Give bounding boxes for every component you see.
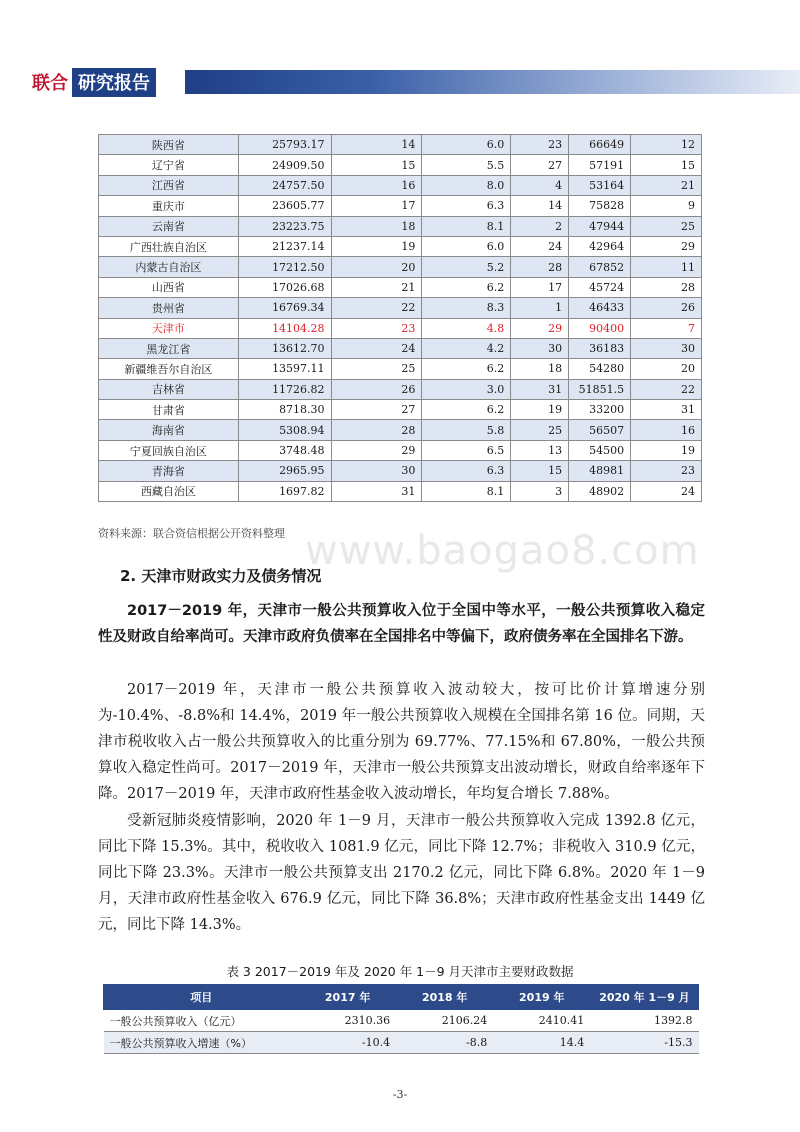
table-cell: 一般公共预算收入增速（%） — [104, 1032, 300, 1054]
table-cell: 17212.50 — [238, 257, 331, 277]
table-cell: 6.3 — [422, 461, 511, 481]
brand-logo — [32, 68, 156, 96]
table-cell: 25 — [631, 216, 702, 236]
table-cell: 45724 — [569, 277, 631, 297]
region-name-cell: 江西省 — [99, 175, 239, 195]
table-cell: 24757.50 — [238, 175, 331, 195]
table-cell: 26 — [331, 379, 422, 399]
table-cell: 67852 — [569, 257, 631, 277]
table-row — [99, 400, 702, 420]
table3-header-cell: 2017 年 — [299, 985, 396, 1010]
table-cell: 57191 — [569, 155, 631, 175]
table-cell: 31 — [331, 481, 422, 501]
table3-header-row — [104, 985, 699, 1010]
table-cell: 15 — [331, 155, 422, 175]
table-cell: 27 — [511, 155, 569, 175]
table-cell: 5308.94 — [238, 420, 331, 440]
table-cell: 16 — [331, 175, 422, 195]
table-cell: 6.0 — [422, 236, 511, 256]
table-cell: 30 — [631, 338, 702, 358]
table-cell: 13 — [511, 440, 569, 460]
table-cell: 3.0 — [422, 379, 511, 399]
source-note: 资料来源：联合资信根据公开资料整理 — [98, 527, 285, 540]
table-cell: 18 — [511, 359, 569, 379]
table-row — [99, 461, 702, 481]
table3-header-cell: 2020 年 1－9 月 — [590, 985, 698, 1010]
region-name-cell: 甘肃省 — [99, 400, 239, 420]
region-name-cell: 海南省 — [99, 420, 239, 440]
region-name-cell: 云南省 — [99, 216, 239, 236]
region-name-cell: 黑龙江省 — [99, 338, 239, 358]
table-cell: 19 — [511, 400, 569, 420]
table-cell: 13597.11 — [238, 359, 331, 379]
table-cell: 25 — [331, 359, 422, 379]
table-cell: 3748.48 — [238, 440, 331, 460]
table-cell: 2 — [511, 216, 569, 236]
region-name-cell: 西藏自治区 — [99, 481, 239, 501]
table-row — [99, 481, 702, 501]
table-cell: 24 — [631, 481, 702, 501]
table-cell: 2410.41 — [493, 1010, 590, 1032]
table-cell: 33200 — [569, 400, 631, 420]
table-cell: 31 — [631, 400, 702, 420]
report-header — [0, 68, 800, 96]
table-cell: 23605.77 — [238, 196, 331, 216]
table-cell: 51851.5 — [569, 379, 631, 399]
table-cell: 23 — [511, 135, 569, 155]
region-name-cell: 天津市 — [99, 318, 239, 338]
table-row — [99, 338, 702, 358]
table-cell: 54500 — [569, 440, 631, 460]
table-cell: 14 — [331, 135, 422, 155]
table-cell: 4 — [511, 175, 569, 195]
region-name-cell: 辽宁省 — [99, 155, 239, 175]
table-row — [99, 318, 702, 338]
table-cell: 2106.24 — [396, 1010, 493, 1032]
summary-paragraph: 2017－2019 年，天津市一般公共预算收入位于全国中等水平，一般公共预算收入稳定性及财政自给率尚可。天津市政府负债率在全国排名中等偏下，政府债务率在全国排名下游。 — [98, 603, 705, 645]
table-cell: -8.8 — [396, 1032, 493, 1054]
table-cell: 36183 — [569, 338, 631, 358]
table-cell: 24909.50 — [238, 155, 331, 175]
region-name-cell: 宁夏回族自治区 — [99, 440, 239, 460]
table-row — [99, 175, 702, 195]
table-row — [104, 1010, 699, 1032]
table-cell: 56507 — [569, 420, 631, 440]
table-cell: 5.5 — [422, 155, 511, 175]
table-cell: 1392.8 — [590, 1010, 698, 1032]
table-row — [99, 216, 702, 236]
table-cell: 5.2 — [422, 257, 511, 277]
table-cell: 25793.17 — [238, 135, 331, 155]
table-cell: 13612.70 — [238, 338, 331, 358]
table-cell: 28 — [511, 257, 569, 277]
table-cell: 75828 — [569, 196, 631, 216]
table-cell: 48981 — [569, 461, 631, 481]
brand-blue-text: 研究报告 — [72, 68, 156, 97]
table-cell: 2310.36 — [299, 1010, 396, 1032]
table-cell: 6.0 — [422, 135, 511, 155]
table-cell: 29 — [331, 440, 422, 460]
table-cell: 30 — [511, 338, 569, 358]
table-cell: 6.2 — [422, 359, 511, 379]
table3-header-cell: 项目 — [104, 985, 300, 1010]
table-cell: 24 — [511, 236, 569, 256]
table-cell: 24 — [331, 338, 422, 358]
table-row — [99, 359, 702, 379]
table-cell: 4.8 — [422, 318, 511, 338]
table-row — [99, 440, 702, 460]
table-cell: 一般公共预算收入（亿元） — [104, 1010, 300, 1032]
table-cell: 22 — [631, 379, 702, 399]
table-cell: 15 — [511, 461, 569, 481]
table-cell: 11 — [631, 257, 702, 277]
table-cell: 28 — [631, 277, 702, 297]
table-cell: 42964 — [569, 236, 631, 256]
table-cell: 29 — [631, 236, 702, 256]
table-cell: 21237.14 — [238, 236, 331, 256]
table-cell: -15.3 — [590, 1032, 698, 1054]
table-cell: 29 — [511, 318, 569, 338]
table-cell: 19 — [631, 440, 702, 460]
table-cell: 19 — [331, 236, 422, 256]
table-cell: 31 — [511, 379, 569, 399]
table-cell: 17026.68 — [238, 277, 331, 297]
table-cell: 21 — [331, 277, 422, 297]
table-cell: 6.2 — [422, 277, 511, 297]
table-cell: 14104.28 — [238, 318, 331, 338]
table-cell: 14 — [511, 196, 569, 216]
table-cell: 9 — [631, 196, 702, 216]
table-cell: 21 — [631, 175, 702, 195]
table-row — [99, 277, 702, 297]
table-row — [99, 379, 702, 399]
table-cell: 20 — [331, 257, 422, 277]
region-name-cell: 贵州省 — [99, 298, 239, 318]
brand-red-text: 联合 — [32, 73, 68, 94]
fiscal-data-table — [103, 984, 699, 1054]
table-cell: 1697.82 — [238, 481, 331, 501]
province-gdp-table — [98, 134, 702, 502]
table-cell: 15 — [631, 155, 702, 175]
table-cell: 6.2 — [422, 400, 511, 420]
table-cell: 18 — [331, 216, 422, 236]
table-cell: 7 — [631, 318, 702, 338]
table-cell: 3 — [511, 481, 569, 501]
region-name-cell: 陕西省 — [99, 135, 239, 155]
table-cell: 17 — [331, 196, 422, 216]
table-cell: 8.1 — [422, 216, 511, 236]
table-cell: 27 — [331, 400, 422, 420]
table-cell: 8.0 — [422, 175, 511, 195]
table-cell: 14.4 — [493, 1032, 590, 1054]
table-cell: 20 — [631, 359, 702, 379]
table-row — [99, 257, 702, 277]
table-cell: 8.3 — [422, 298, 511, 318]
table-cell: 8718.30 — [238, 400, 331, 420]
header-gradient-bar — [185, 70, 800, 94]
table-row — [99, 196, 702, 216]
table-cell: 28 — [331, 420, 422, 440]
table-row — [99, 135, 702, 155]
table-cell: 2965.95 — [238, 461, 331, 481]
region-name-cell: 内蒙古自治区 — [99, 257, 239, 277]
table-cell: 5.8 — [422, 420, 511, 440]
region-name-cell: 新疆维吾尔自治区 — [99, 359, 239, 379]
table-cell: 16 — [631, 420, 702, 440]
table-row — [99, 420, 702, 440]
table-cell: 23 — [631, 461, 702, 481]
table-cell: 17 — [511, 277, 569, 297]
region-name-cell: 吉林省 — [99, 379, 239, 399]
region-name-cell: 重庆市 — [99, 196, 239, 216]
table-cell: 16769.34 — [238, 298, 331, 318]
table-cell: 90400 — [569, 318, 631, 338]
table-cell: 48902 — [569, 481, 631, 501]
watermark: www.baogao8.com — [305, 528, 700, 574]
table3-caption: 表 3 2017－2019 年及 2020 年 1－9 月天津市主要财政数据 — [226, 964, 574, 979]
body-paragraph-1: 2017－2019 年，天津市一般公共预算收入波动较大，按可比价计算增速分别为-10.4%、-8.8%和 14.4%，2019 年一般公共预算收入规模在全国排名第 16 位。同期，天津市税收收入占一般公共预算收入的比重分别为 69.77%、77.15%和 67.80%，一般公共预算收入稳定性尚可。2017－2019 年，天津市一般公共预算支出波动增长，财政自给率逐年下降。2017－2019 年，天津市政府性基金收入波动增长，年均复合增长 7.88%。 — [98, 682, 705, 802]
table-cell: 25 — [511, 420, 569, 440]
table-cell: 30 — [331, 461, 422, 481]
table-row — [99, 155, 702, 175]
region-name-cell: 广西壮族自治区 — [99, 236, 239, 256]
table-row — [104, 1032, 699, 1054]
table-cell: 47944 — [569, 216, 631, 236]
table3-header-cell: 2018 年 — [396, 985, 493, 1010]
table-cell: 22 — [331, 298, 422, 318]
table-cell: 53164 — [569, 175, 631, 195]
table-cell: 8.1 — [422, 481, 511, 501]
table-cell: 66649 — [569, 135, 631, 155]
table-row — [99, 236, 702, 256]
table-cell: 6.3 — [422, 196, 511, 216]
region-name-cell: 山西省 — [99, 277, 239, 297]
table-cell: 4.2 — [422, 338, 511, 358]
table-row — [99, 298, 702, 318]
section-title: 2. 天津市财政实力及债务情况 — [120, 567, 322, 585]
table-cell: 1 — [511, 298, 569, 318]
body-paragraph-2: 受新冠肺炎疫情影响，2020 年 1－9 月，天津市一般公共预算收入完成 1392.8 亿元，同比下降 15.3%。其中，税收收入 1081.9 亿元，同比下降 12.7%；非税收入 310.9 亿元，同比下降 23.3%。天津市一般公共预算支出 2170.2 亿元，同比下降 6.8%。2020 年 1－9 月，天津市政府性基金收入 676.9 亿元，同比下降 36.8%；天津市政府性基金支出 1449 亿元，同比下降 14.3%。 — [98, 813, 705, 933]
table3-header-cell: 2019 年 — [493, 985, 590, 1010]
table-cell: 26 — [631, 298, 702, 318]
table-cell: 23 — [331, 318, 422, 338]
table-cell: -10.4 — [299, 1032, 396, 1054]
region-name-cell: 青海省 — [99, 461, 239, 481]
table-cell: 46433 — [569, 298, 631, 318]
page-number: -3- — [392, 1088, 408, 1101]
table-cell: 23223.75 — [238, 216, 331, 236]
table-cell: 6.5 — [422, 440, 511, 460]
table-cell: 12 — [631, 135, 702, 155]
table-cell: 54280 — [569, 359, 631, 379]
table-cell: 11726.82 — [238, 379, 331, 399]
